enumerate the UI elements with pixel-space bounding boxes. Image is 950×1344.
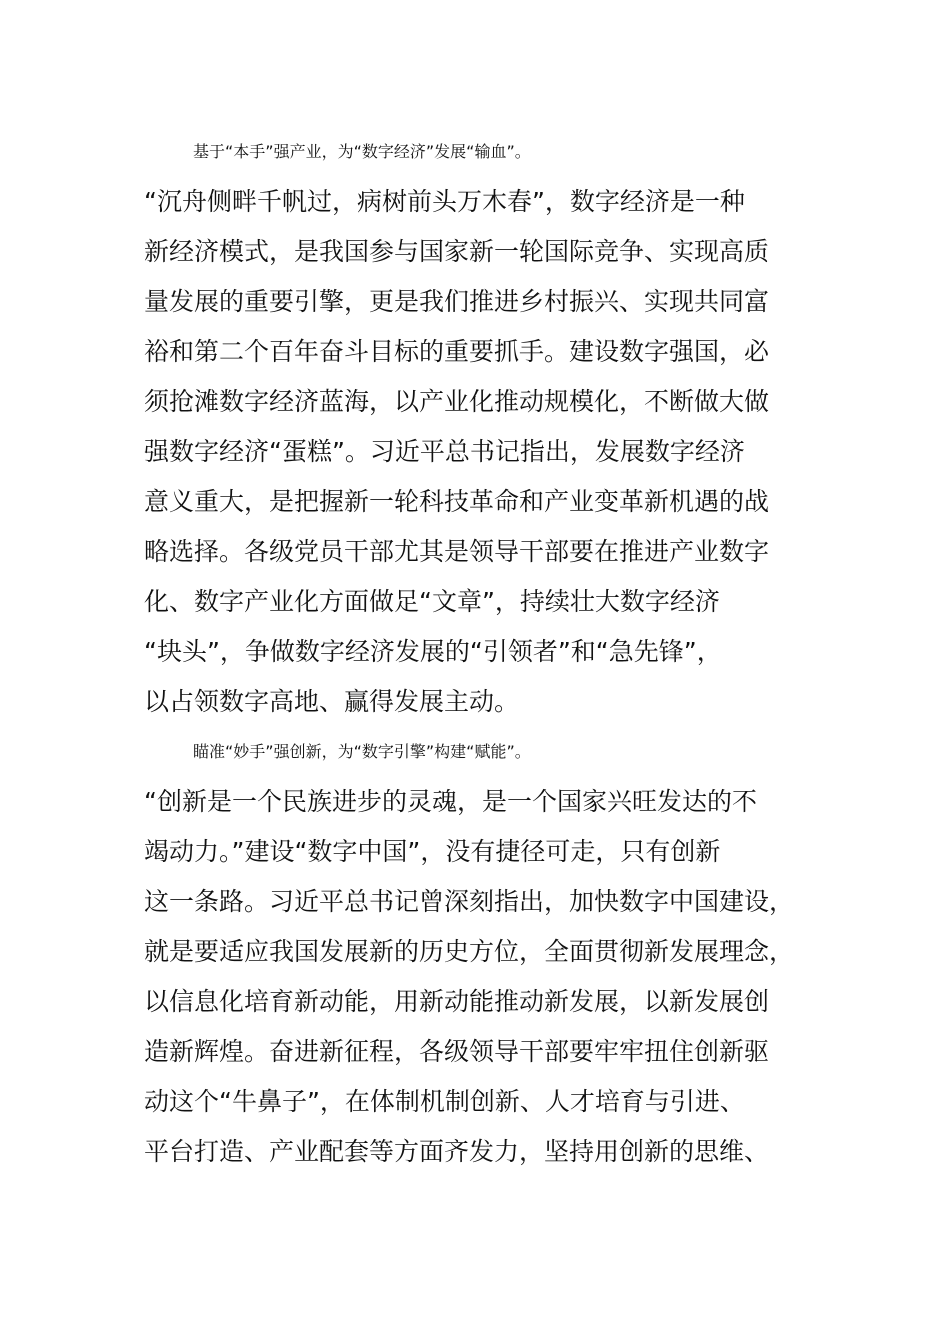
- paragraph-2-line-4: 这一条路。习近平总书记曾深刻指出，加快数字中国建设，: [144, 887, 795, 916]
- paragraph-1-line-2: “沉舟侧畔千帆过，病树前头万木春”，数字经济是一种: [144, 187, 745, 216]
- paragraph-1-line-7: 强数字经济“蛋糕”。习近平总书记指出，发展数字经济: [144, 437, 745, 466]
- paragraph-1-line-10: 化、数字产业化方面做足“文章”，持续壮大数字经济: [144, 587, 720, 616]
- paragraph-2-line-5: 就是要适应我国发展新的历史方位，全面贯彻新发展理念，: [144, 937, 795, 966]
- paragraph-2-line-8: 动这个“牛鼻子”，在体制机制创新、人才培育与引进、: [144, 1087, 745, 1116]
- paragraph-2-line-7: 造新辉煌。奋进新征程，各级领导干部要牢牢扭住创新驱: [144, 1037, 770, 1066]
- paragraph-1-line-4: 量发展的重要引擎，更是我们推进乡村振兴、实现共同富: [144, 287, 770, 316]
- paragraph-2-line-2: “创新是一个民族进步的灵魂，是一个国家兴旺发达的不: [144, 787, 757, 816]
- paragraph-2-line-9: 平台打造、产业配套等方面齐发力，坚持用创新的思维、: [144, 1137, 770, 1166]
- paragraph-2-line-1: 瞄准“妙手”强创新，为“数字引擎”构建“赋能”。: [193, 742, 531, 761]
- paragraph-2-line-6: 以信息化培育新动能，用新动能推动新发展，以新发展创: [144, 987, 770, 1016]
- paragraph-1-line-8: 意义重大，是把握新一轮科技革命和产业变革新机遇的战: [144, 487, 770, 516]
- paragraph-1-line-12: 以占领数字高地、赢得发展主动。: [144, 687, 520, 716]
- paragraph-1-line-11: “块头”，争做数字经济发展的“引领者”和“急先锋”，: [144, 637, 722, 666]
- paragraph-1-line-3: 新经济模式，是我国参与国家新一轮国际竞争、实现高质: [144, 237, 770, 266]
- paragraph-1-line-9: 略选择。各级党员干部尤其是领导干部要在推进产业数字: [144, 537, 770, 566]
- paragraph-1-line-6: 须抢滩数字经济蓝海，以产业化推动规模化，不断做大做: [144, 387, 770, 416]
- paragraph-2-line-3: 竭动力。”建设“数字中国”，没有捷径可走，只有创新: [144, 837, 721, 866]
- paragraph-1-line-1: 基于“本手”强产业，为“数字经济”发展“输血”。: [193, 142, 531, 161]
- paragraph-1-line-5: 裕和第二个百年奋斗目标的重要抓手。建设数字强国，必: [144, 337, 770, 366]
